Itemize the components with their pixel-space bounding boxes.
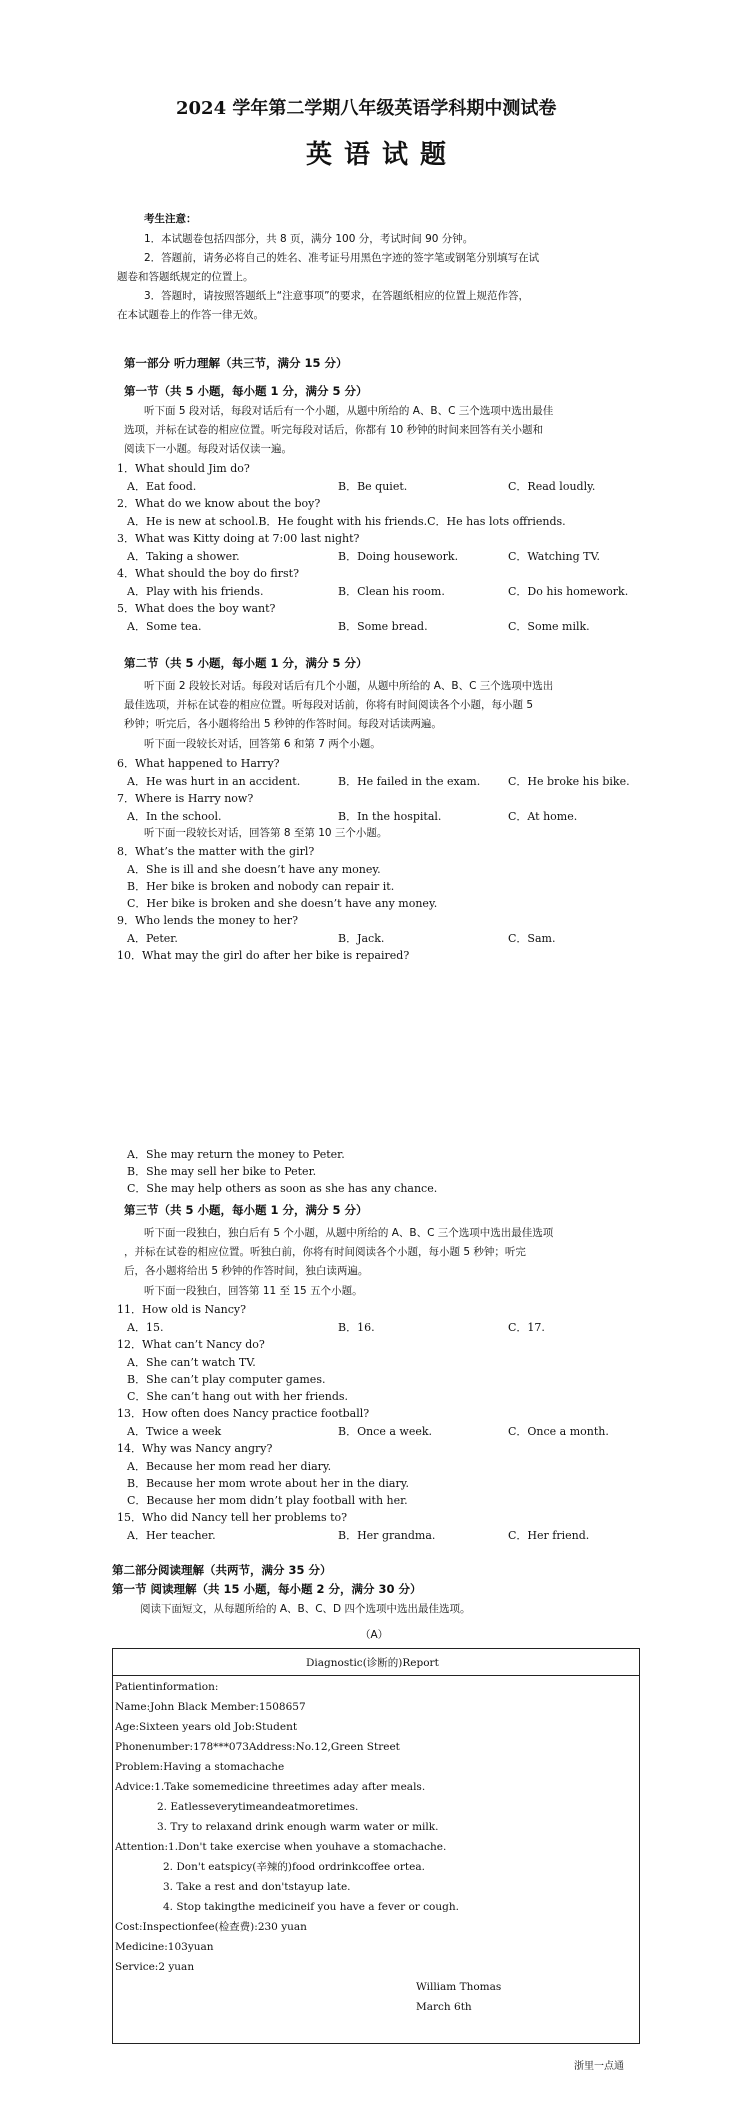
option-b: B．She may sell her bike to Peter. xyxy=(127,1165,317,1178)
question-13: 13．How often does Nancy practice football? xyxy=(117,1407,370,1420)
report-line: Advice:1.Take somemedicine threetimes aday after meals. xyxy=(115,1781,426,1793)
notice-line: 2．答题前，请务必将自己的姓名、准考证号用黑色字迹的签字笔或钢笔分别填写在试 xyxy=(144,252,540,264)
question-15: 15．Who did Nancy tell her problems to? xyxy=(117,1511,348,1524)
report-line: Cost:Inspectionfee(检查费):230 yuan xyxy=(115,1921,307,1933)
option-a: A．Some tea. xyxy=(127,620,202,633)
report-line: Attention:1.Don't take exercise when youhave a stomachache. xyxy=(115,1841,447,1853)
option-c: C．He broke his bike. xyxy=(508,775,630,788)
report-line: Service:2 yuan xyxy=(115,1961,195,1973)
option-c: C．Watching TV. xyxy=(508,550,600,563)
sec2-intro: 听下面一段较长对话，回答第 8 至第 10 三个小题。 xyxy=(144,827,388,839)
option-a: A．Twice a week xyxy=(127,1425,222,1438)
option-a: A．He was hurt in an accident. xyxy=(127,775,301,788)
question-11: 11．How old is Nancy? xyxy=(117,1303,247,1316)
option-c: C．Her friend. xyxy=(508,1529,590,1542)
option-b: B．He failed in the exam. xyxy=(338,775,481,788)
option-a: A．She can’t watch TV. xyxy=(127,1356,256,1369)
option-a: A．She is ill and she doesn’t have any money. xyxy=(127,863,381,876)
sec3-directions: ，并标在试卷的相应位置。听独白前，你将有时间阅读各个小题，每小题 5 秒钟；听完 xyxy=(124,1246,526,1258)
option-c: C．Some milk. xyxy=(508,620,590,633)
report-signature: William Thomas xyxy=(416,1981,502,1993)
question-6: 6．What happened to Harry? xyxy=(117,757,280,770)
option-a: A．Peter. xyxy=(127,932,178,945)
sec2-intro: 听下面一段较长对话，回答第 6 和第 7 两个小题。 xyxy=(144,738,381,750)
option-b: B．In the hospital. xyxy=(338,810,442,823)
option-b: B．Be quiet. xyxy=(338,480,408,493)
sec2-directions: 秒钟；听完后，各小题将给出 5 秒钟的作答时间。每段对话读两遍。 xyxy=(124,718,442,730)
part2-directions: 阅读下面短文，从每题所给的 A、B、C、D 四个选项中选出最佳选项。 xyxy=(140,1603,471,1615)
option-b: B．Jack. xyxy=(338,932,385,945)
option-c: C．She may help others as soon as she has any chance. xyxy=(127,1182,438,1195)
option-c: C．Her bike is broken and she doesn’t have any money. xyxy=(127,897,438,910)
passage-label: （A） xyxy=(360,1629,389,1641)
option-c: C．At home. xyxy=(508,810,578,823)
report-line: Medicine:103yuan xyxy=(115,1941,214,1953)
watermark: 浙里一点通 xyxy=(574,2061,624,2072)
notice-line: 3．答题时，请按照答题纸上“注意事项”的要求，在答题纸相应的位置上规范作答， xyxy=(144,290,530,302)
question-9: 9．Who lends the money to her? xyxy=(117,914,298,927)
option-b: B．Clean his room. xyxy=(338,585,445,598)
sec3-directions: 听下面一段独白，独白后有 5 个小题，从题中所给的 A、B、C 三个选项中选出最佳选项 xyxy=(144,1227,554,1239)
notice-line: 题卷和答题纸规定的位置上。 xyxy=(117,271,254,283)
sec2-directions: 听下面 2 段较长对话。每段对话后有几个小题，从题中所给的 A、B、C 三个选项中选出 xyxy=(144,680,554,692)
report-line: Name:John Black Member:1508657 xyxy=(115,1701,306,1713)
sec3-directions: 后，各小题将给出 5 秒钟的作答时间，独白读两遍。 xyxy=(124,1265,369,1277)
sec2-directions: 最佳选项，并标在试卷的相应位置。听每段对话前，你将有时间阅读各个小题，每小题 5 xyxy=(124,699,534,711)
question-1: 1．What should Jim do? xyxy=(117,462,250,475)
notice-line: 在本试题卷上的作答一律无效。 xyxy=(117,309,264,321)
report-line: 2. Don't eatspicy(辛辣的)food ordrinkcoffee ortea. xyxy=(163,1861,425,1873)
question-8: 8．What’s the matter with the girl? xyxy=(117,845,315,858)
option-a: A．15. xyxy=(127,1321,164,1334)
option-a: A．Because her mom read her diary. xyxy=(127,1460,332,1473)
option-a: A．She may return the money to Peter. xyxy=(127,1148,345,1161)
option-c: C．Because her mom didn’t play football with her. xyxy=(127,1494,408,1507)
report-line: Age:Sixteen years old Job:Student xyxy=(115,1721,298,1733)
report-line: 3. Take a rest and don'tstayup late. xyxy=(163,1881,351,1893)
sec1-title: 第一节（共 5 小题，每小题 1 分，满分 5 分） xyxy=(124,384,368,398)
report-title-divider xyxy=(112,1675,640,1676)
option-b: B．Once a week. xyxy=(338,1425,433,1438)
report-title: Diagnostic(诊断的)Report xyxy=(306,1657,439,1669)
option-c: C．Do his homework. xyxy=(508,585,629,598)
report-date: March 6th xyxy=(416,2001,472,2013)
question-2: 2．What do we know about the boy? xyxy=(117,497,321,510)
option-c: C．Once a month. xyxy=(508,1425,609,1438)
main-title: 英语试题 xyxy=(306,140,459,170)
options-row: A．He is new at school.B．He fought with his friends.C．He has lots offriends. xyxy=(127,515,566,528)
option-b: B．16. xyxy=(338,1321,375,1334)
report-line: Problem:Having a stomachache xyxy=(115,1761,285,1773)
exam-title: 2024 学年第二学期八年级英语学科期中测试卷 xyxy=(176,98,557,119)
sec3-intro: 听下面一段独白，回答第 11 至 15 五个小题。 xyxy=(144,1285,363,1297)
report-line: 2. Eatlesseverytimeandeatmoretimes. xyxy=(157,1801,359,1813)
question-14: 14．Why was Nancy angry? xyxy=(117,1442,273,1455)
option-b: B．Some bread. xyxy=(338,620,428,633)
option-a: A．Play with his friends. xyxy=(127,585,264,598)
question-10: 10．What may the girl do after her bike is repaired? xyxy=(117,949,410,962)
option-b: B．Because her mom wrote about her in the diary. xyxy=(127,1477,409,1490)
option-b: B．Doing housework. xyxy=(338,550,459,563)
option-a: A．Taking a shower. xyxy=(127,550,240,563)
sec1-directions: 听下面 5 段对话，每段对话后有一个小题，从题中所给的 A、B、C 三个选项中选出最佳 xyxy=(144,405,554,417)
option-c: C．17. xyxy=(508,1321,545,1334)
option-b: B．She can’t play computer games. xyxy=(127,1373,326,1386)
part2-title: 第二部分阅读理解（共两节，满分 35 分） xyxy=(112,1563,332,1577)
option-a: A．Her teacher. xyxy=(127,1529,216,1542)
option-a: A．Eat food. xyxy=(127,480,197,493)
option-a: A．In the school. xyxy=(127,810,222,823)
question-5: 5．What does the boy want? xyxy=(117,602,276,615)
notice-title: 考生注意： xyxy=(144,213,197,225)
question-4: 4．What should the boy do first? xyxy=(117,567,299,580)
sec2-title: 第二节（共 5 小题，每小题 1 分，满分 5 分） xyxy=(124,656,368,670)
option-c: C．She can’t hang out with her friends. xyxy=(127,1390,349,1403)
sec1-directions: 阅读下一小题。每段对话仅读一遍。 xyxy=(124,443,292,455)
report-line: 4. Stop takingthe medicineif you have a fever or cough. xyxy=(163,1901,459,1913)
sec3-title: 第三节（共 5 小题，每小题 1 分，满分 5 分） xyxy=(124,1203,368,1217)
report-line: Patientinformation: xyxy=(115,1681,219,1693)
option-c: C．Sam. xyxy=(508,932,556,945)
question-12: 12．What can’t Nancy do? xyxy=(117,1338,265,1351)
part1-title: 第一部分 听力理解（共三节，满分 15 分） xyxy=(124,356,348,370)
part2-sec1-title: 第一节 阅读理解（共 15 小题，每小题 2 分，满分 30 分） xyxy=(112,1582,422,1596)
sec1-directions: 选项，并标在试卷的相应位置。听完每段对话后，你都有 10 秒钟的时间来回答有关小题和 xyxy=(124,424,544,436)
report-line: Phonenumber:178***073Address:No.12,Green Street xyxy=(115,1741,400,1753)
option-b: B．Her grandma. xyxy=(338,1529,436,1542)
question-7: 7．Where is Harry now? xyxy=(117,792,254,805)
report-line: 3. Try to relaxand drink enough warm water or milk. xyxy=(157,1821,439,1833)
question-3: 3．What was Kitty doing at 7:00 last night? xyxy=(117,532,360,545)
option-b: B．Her bike is broken and nobody can repair it. xyxy=(127,880,395,893)
option-c: C．Read loudly. xyxy=(508,480,596,493)
notice-line: 1．本试题卷包括四部分，共 8 页，满分 100 分，考试时间 90 分钟。 xyxy=(144,233,474,245)
